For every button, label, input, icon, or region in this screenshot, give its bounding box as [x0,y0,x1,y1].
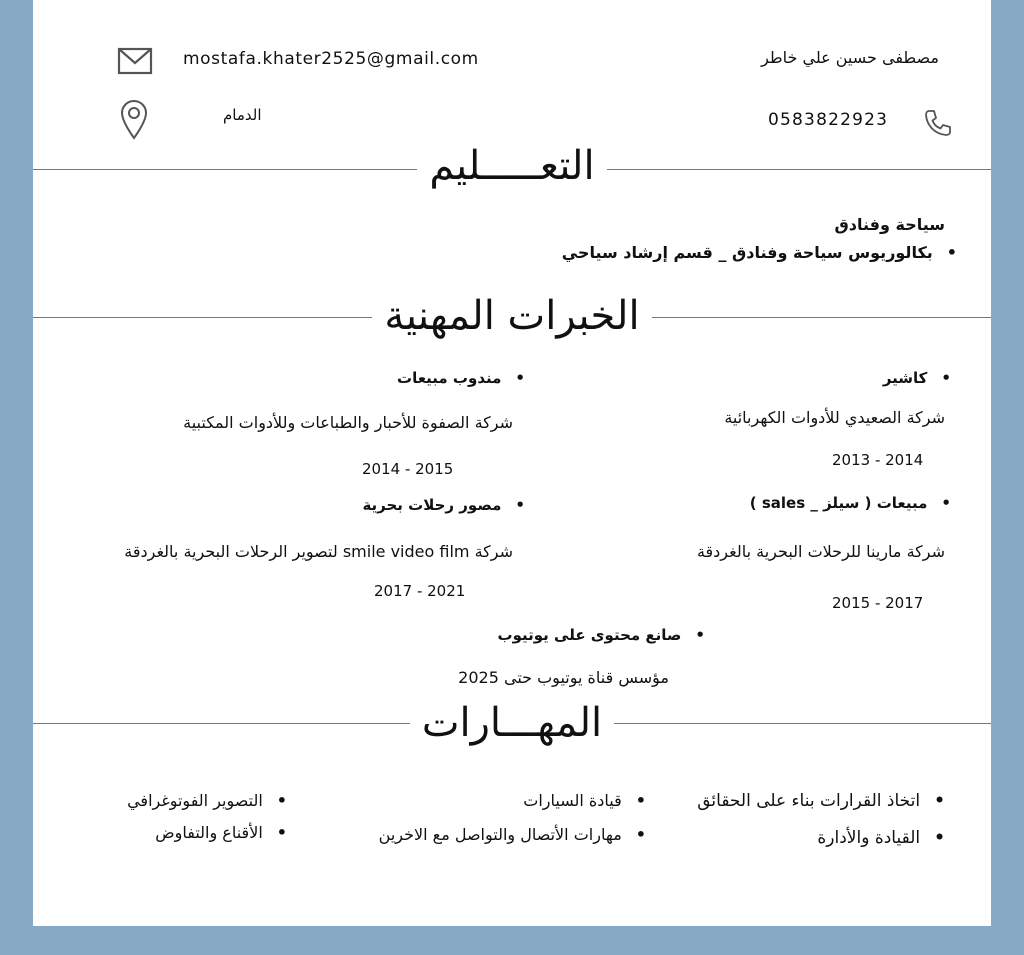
city-text: الدمام [223,106,262,124]
email-text: mostafa.khater2525@gmail.com [183,49,479,69]
skills-title: المهـــارات [33,703,991,743]
skill-item: • قيادة السيارات [523,791,646,810]
map-pin-icon [119,98,149,140]
experience-title: الخبرات المهنية [33,296,991,336]
skill-item: • مهارات الأتصال والتواصل مع الاخرين [379,825,646,844]
job-period: 2015 - 2017 [832,594,924,612]
phone-text: 0583822923 [768,110,889,130]
job-company: شركة مارينا للرحلات البحرية بالغردقة [696,542,945,561]
skill-item: • اتخاذ القرارات بناء على الحقائق [697,791,945,811]
job-company: شركة الصفوة للأحبار والطباعات وللأدوات المكتبية [183,413,513,432]
skill-item: • الأقناع والتفاوض [155,823,287,842]
education-field: سياحة وفنادق [834,215,945,234]
resume-sheet [33,0,991,926]
job-role: • صانع محتوى على يوتيوب [498,626,705,644]
job-company: شركة smile video film لتصوير الرحلات البحرية بالغردقة [124,542,513,561]
education-title: التعـــــليم [33,146,991,186]
job-role: • كاشير [883,369,951,387]
job-period: 2017 - 2021 [374,582,466,600]
job-period: 2013 - 2014 [832,451,924,469]
job-role: • مندوب مبيعات [397,369,525,387]
education-degree: • بكالوريوس سياحة وفنادق _ قسم إرشاد سياحي [562,243,957,262]
skill-item: • القيادة والأدارة [817,828,945,848]
phone-icon [923,108,953,138]
skill-item: • التصوير الفوتوغرافي [127,791,287,810]
job-role: • مصور رحلات بحرية [362,496,525,514]
mail-icon [117,46,153,76]
job-role: • مبيعات ( سيلز _ sales ) [750,494,951,512]
job-company: شركة الصعيدي للأدوات الكهربائية [724,408,945,427]
job-period: 2014 - 2015 [362,460,454,478]
full-name: مصطفى حسين علي خاطر [761,48,939,67]
job-company: مؤسس قناة يوتيوب حتى 2025 [458,668,669,687]
